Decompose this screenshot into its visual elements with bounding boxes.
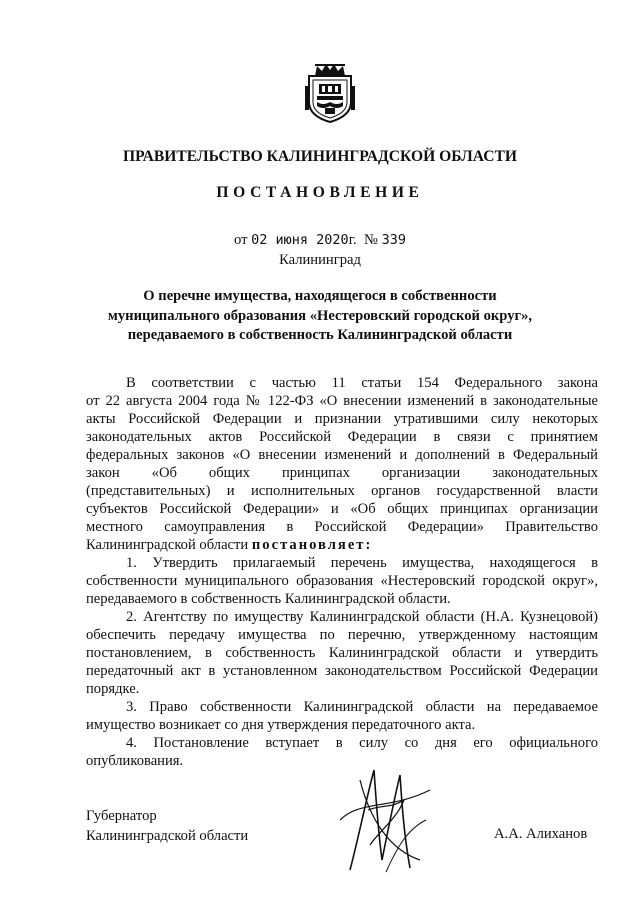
- body-line: федеральных законов «О внесении изменений и дополнений в Федеральный: [86, 447, 598, 463]
- body-line: закон «Об общих принципах организации законодательных: [86, 465, 598, 481]
- handwritten-signature: [330, 760, 440, 880]
- city: Калининград: [279, 252, 361, 268]
- coat-of-arms-icon: [305, 62, 355, 124]
- item-line: имущество возникает со дня утверждения передаточного акта.: [86, 717, 476, 733]
- item-line: 2. Агентству по имуществу Калининградской области (Н.А. Кузнецовой): [126, 609, 598, 625]
- item-line: 3. Право собственности Калининградской области на передаваемое: [126, 699, 598, 715]
- number-label: №: [364, 232, 378, 248]
- item-line: 1. Утвердить прилагаемый перечень имущества, находящегося в: [126, 555, 598, 571]
- body-line: местного самоуправления в Российской Федерации» Правительство: [86, 519, 598, 535]
- item-line: обеспечить передачу имущества по перечню, утвержденному настоящим: [86, 627, 598, 643]
- date-line: [0, 232, 640, 249]
- item-line: порядке.: [86, 681, 140, 697]
- item-line: опубликования.: [86, 753, 184, 769]
- document-type: ПОСТАНОВЛЕНИЕ: [216, 184, 424, 201]
- body-line: акты Российской Федерации и признании утратившими силу некоторых: [86, 411, 598, 427]
- title-line: О перечне имущества, находящегося в собственности: [143, 288, 497, 304]
- body-line: В соответствии с частью 11 статьи 154 Федерального закона: [126, 375, 598, 391]
- document-body: [86, 374, 598, 770]
- body-line: (представительных) и исполнительных органов государственной власти: [86, 483, 598, 499]
- organization-name: ПРАВИТЕЛЬСТВО КАЛИНИНГРАДСКОЙ ОБЛАСТИ: [122, 148, 518, 165]
- preamble-last: Калининградской области: [86, 537, 249, 553]
- position-line: Калининградской области: [86, 828, 249, 844]
- decree-word: постановляет:: [251, 537, 373, 553]
- signatory-position: [86, 806, 248, 846]
- body-line: законодательных актов Российской Федерации в связи с принятием: [86, 429, 598, 445]
- body-line: от 22 августа 2004 года № 122-ФЗ «О внесении изменений в законодательные: [86, 393, 598, 409]
- item-line: 4. Постановление вступает в силу со дня его официального: [126, 735, 598, 751]
- date-value: 02 июня 2020: [251, 232, 349, 248]
- item-line: собственности муниципального образования «Нестеровский городской округ»,: [86, 573, 598, 589]
- signatory-name: А.А. Алиханов: [494, 826, 588, 842]
- item-line: передаточный акт в установленном законодательством Российской Федерации: [86, 663, 598, 679]
- date-prefix: от: [234, 232, 248, 248]
- item-line: передаваемого в собственность Калининградской области.: [86, 591, 451, 607]
- position-line: Губернатор: [86, 808, 157, 824]
- date-suffix: г.: [348, 232, 357, 248]
- document-title: [0, 287, 640, 346]
- item-line: постановлением, в собственность Калининградской области и утвердить: [86, 645, 598, 661]
- title-line: передаваемого в собственность Калининградской области: [127, 327, 513, 343]
- body-line: [86, 536, 598, 554]
- number-value: 339: [381, 232, 406, 248]
- body-line: субъектов Российской Федерации» и «Об общих принципах организации: [86, 501, 598, 517]
- title-line: муниципального образования «Нестеровский городской округ»,: [107, 307, 533, 324]
